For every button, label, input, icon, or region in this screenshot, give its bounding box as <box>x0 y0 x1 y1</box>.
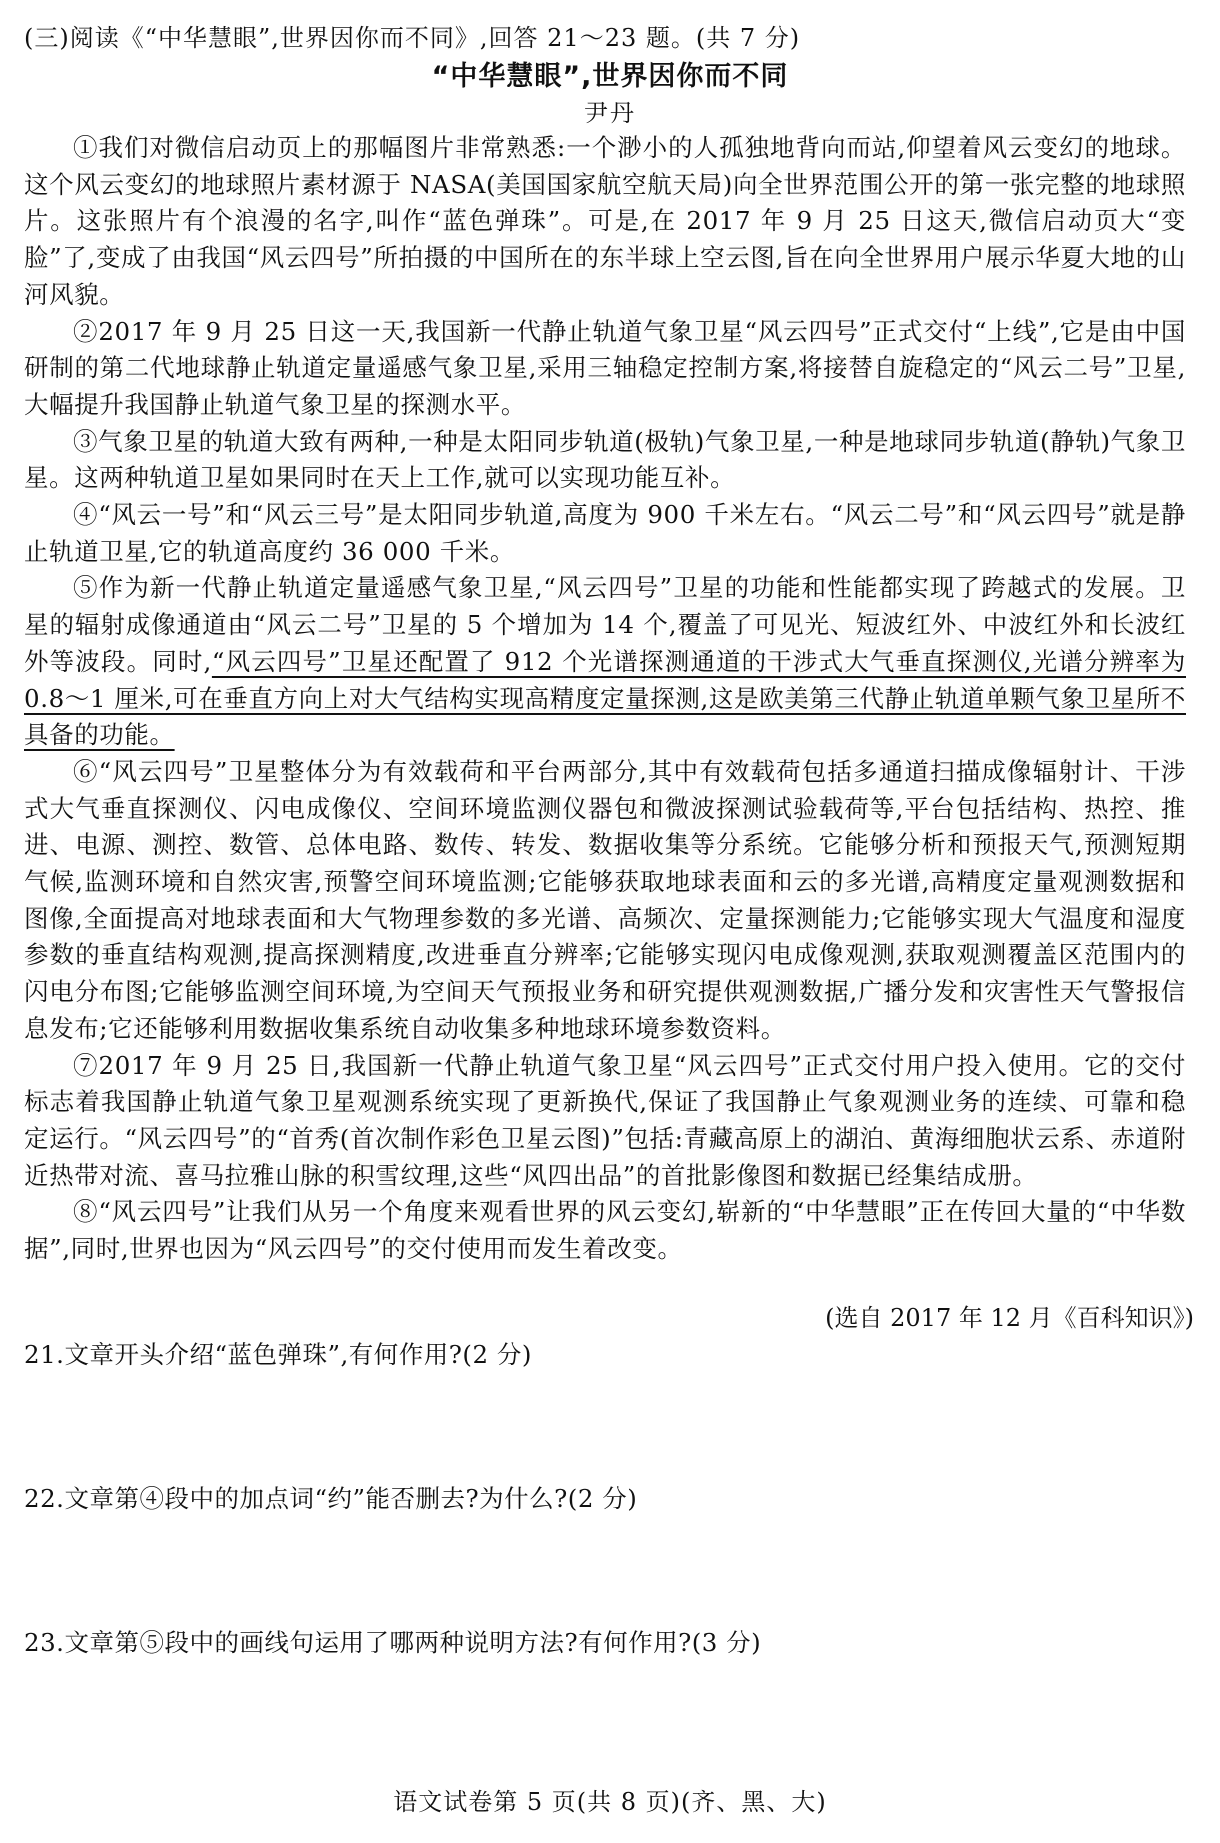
article-source: (选自 2017 年 12 月《百科知识》) <box>825 1304 1194 1332</box>
paragraph-5 <box>24 570 1186 754</box>
paragraph-5-text: ⑤作为新一代静止轨道定量遥感气象卫星,“风云四号”卫星的功能和性能都实现了跨越式的发展。卫星的辐射成像通道由“风云二号”卫星的 5 个增加为 14 个,覆盖了可见光、短波红外、中波红外和长波红外等波段。同时, <box>24 573 1186 676</box>
paragraph-8: ⑧“风云四号”让我们从另一个角度来观看世界的风云变幻,崭新的“中华慧眼”正在传回大量的“中华数据”,同时,世界也因为“风云四号”的交付使用而发生着改变。 <box>24 1197 1186 1264</box>
section-header: (三)阅读《“中华慧眼”,世界因你而不同》,回答 21～23 题。(共 7 分) <box>24 24 801 52</box>
article-title: “中华慧眼”,世界因你而不同 <box>431 61 789 92</box>
paragraph-4: ④“风云一号”和“风云三号”是太阳同步轨道,高度为 900 千米左右。“风云二号”和“风云四号”就是静止轨道卫星,它的轨道高度约 36 000 千米。 <box>24 500 1186 566</box>
question-22: 22.文章第④段中的加点词“约”能否删去?为什么?(2 分) <box>24 1484 638 1513</box>
paragraph-6: ⑥“风云四号”卫星整体分为有效载荷和平台两部分,其中有效载荷包括多通道扫描成像辐射计、干涉式大气垂直探测仪、闪电成像仪、空间环境监测仪器包和微波探测试验载荷等,平台包括结构、热控、推进、电源、测控、数管、总体电路、数传、转发、数据收集等分系统。它能够分析和预报天气,预测短期气候,监测环境和自然灾害,预警空间环境监测;它能够获取地球表面和云的多光谱,高精度定量观测数据和图像,全面提高对地球表面和大气物理参数的多光谱、高频次、定量探测能力;它能够实现大气温度和湿度参数的垂直结构观测,提高探测精度,改进垂直分辨率;它能够实现闪电成像观测,获取观测覆盖区范围内的闪电分布图;它能够监测空间环境,为空间天气预报业务和研究提供观测数据,广播分发和灾害性天气警报信息发布;它还能够利用数据收集系统自动收集多种地球环境参数资料。 <box>24 756 1186 1043</box>
question-23: 23.文章第⑤段中的画线句运用了哪两种说明方法?有何作用?(3 分) <box>24 1628 762 1657</box>
paragraph-7: ⑦2017 年 9 月 25 日,我国新一代静止轨道气象卫星“风云四号”正式交付用户投入使用。它的交付标志着我国静止轨道气象卫星观测系统实现了更新换代,保证了我国静止气象观测业务的连续、可靠和稳定运行。“风云四号”的“首秀(首次制作彩色卫星云图)”包括:青藏高原上的湖泊、黄海细胞状云系、赤道附近热带对流、喜马拉雅山脉的积雪纹理,这些“风四出品”的首批影像图和数据已经集结成册。 <box>24 1050 1186 1190</box>
paragraph-1: ①我们对微信启动页上的那幅图片非常熟悉:一个渺小的人孤独地背向而站,仰望着风云变幻的地球。这个风云变幻的地球照片素材源于 NASA(美国国家航空航天局)向全世界范围公开的第一张完整的地球照片。这张照片有个浪漫的名字,叫作“蓝色弹珠”。可是,在 2017 年 9 月 25 日这天,微信启动页大“变脸”了,变成了由我国“风云四号”所拍摄的中国所在的东半球上空云图,旨在向全世界用户展示华夏大地的山河风貌。 <box>24 133 1186 309</box>
paragraph-3: ③气象卫星的轨道大致有两种,一种是太阳同步轨道(极轨)气象卫星,一种是地球同步轨道(静轨)气象卫星。这两种轨道卫星如果同时在天上工作,就可以实现功能互补。 <box>24 426 1186 493</box>
page-footer: 语文试卷第 5 页(共 8 页)(齐、黑、大) <box>393 1788 827 1816</box>
paragraph-2: ②2017 年 9 月 25 日这一天,我国新一代静止轨道气象卫星“风云四号”正式交付“上线”,它是由中国研制的第二代地球静止轨道定量遥感气象卫星,采用三轴稳定控制方案,将接替自旋稳定的“风云二号”卫星,大幅提升我国静止轨道气象卫星的探测水平。 <box>24 316 1186 419</box>
question-21: 21.文章开头介绍“蓝色弹珠”,有何作用?(2 分) <box>24 1340 532 1369</box>
underlined-sentence: “风云四号”卫星还配置了 912 个光谱探测通道的干涉式大气垂直探测仪,光谱分辨率为 0.8～1 厘米,可在垂直方向上对大气结构实现高精度定量探测,这是欧美第三代静止轨道单颗气象卫星所不具备的功能。 <box>24 646 1186 750</box>
article-body <box>24 130 1186 1268</box>
article-author: 尹丹 <box>584 99 636 127</box>
